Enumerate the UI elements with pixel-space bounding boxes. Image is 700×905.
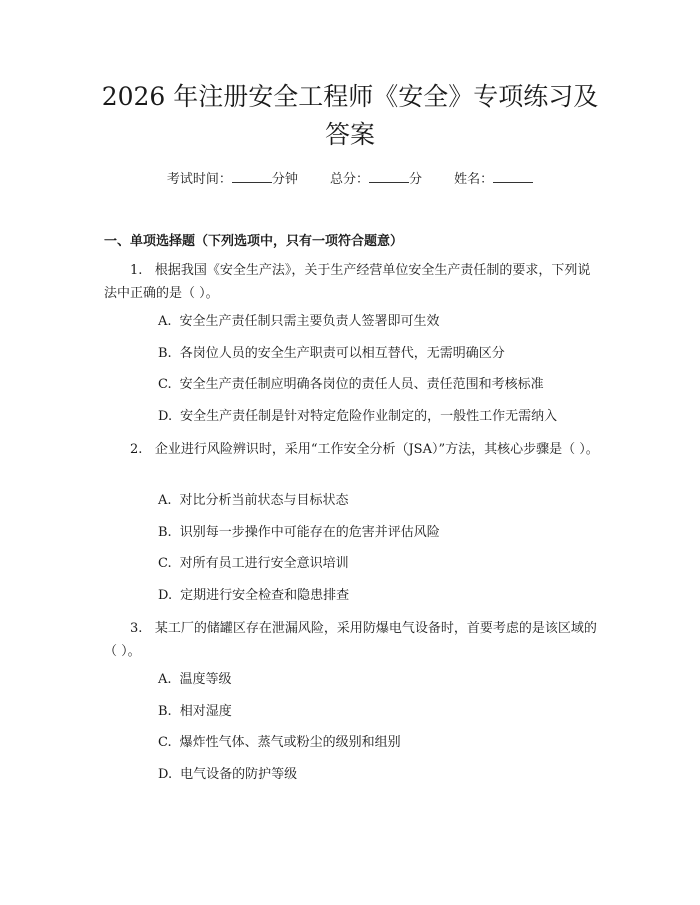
option-letter: B. bbox=[158, 525, 172, 540]
option-text: 定期进行安全检查和隐患排查 bbox=[180, 588, 350, 603]
total-score bbox=[330, 172, 422, 187]
question-1-option-c bbox=[158, 375, 544, 395]
question-1-option-d bbox=[158, 407, 557, 427]
option-letter: A. bbox=[158, 493, 172, 508]
option-letter: C. bbox=[158, 556, 172, 571]
option-letter: A. bbox=[158, 672, 172, 687]
total-score-label: 总分： bbox=[329, 172, 369, 187]
question-text: 某工厂的储罐区存在泄漏风险，采用防爆电气设备时，首要考虑的是该区域的（ ）。 bbox=[104, 621, 597, 659]
total-score-unit: 分 bbox=[409, 172, 423, 187]
option-text: 温度等级 bbox=[179, 672, 232, 687]
question-2-option-a bbox=[158, 491, 349, 511]
option-text: 对比分析当前状态与目标状态 bbox=[179, 493, 349, 508]
page-title: 2026 年注册安全工程师《安全》专项练习及答案 bbox=[101, 82, 599, 149]
question-number: 2. bbox=[130, 442, 143, 457]
option-text: 识别每一步操作中可能存在的危害并评估风险 bbox=[179, 525, 440, 540]
option-letter: D. bbox=[158, 767, 173, 782]
option-letter: B. bbox=[158, 346, 172, 361]
student-name bbox=[454, 172, 533, 187]
question-text: 根据我国《安全生产法》，关于生产经营单位安全生产责任制的要求，下列说法中正确的是（ ）。 bbox=[104, 263, 591, 301]
option-text: 电气设备的防护等级 bbox=[180, 767, 298, 782]
option-letter: C. bbox=[158, 735, 172, 750]
option-letter: C. bbox=[158, 377, 172, 392]
question-2-option-c bbox=[158, 554, 349, 574]
option-text: 爆炸性气体、蒸气或粉尘的级别和组别 bbox=[179, 735, 401, 750]
option-letter: B. bbox=[158, 704, 172, 719]
student-name-blank bbox=[493, 170, 533, 183]
question-3 bbox=[104, 617, 600, 663]
question-1 bbox=[104, 259, 600, 305]
option-text: 相对湿度 bbox=[179, 704, 232, 719]
section-heading: 一、单项选择题（下列选项中，只有一项符合题意） bbox=[104, 234, 404, 249]
question-2 bbox=[104, 438, 600, 461]
student-name-label: 姓名： bbox=[454, 172, 494, 187]
exam-time bbox=[167, 172, 298, 187]
exam-time-blank bbox=[232, 170, 272, 183]
question-number: 1. bbox=[130, 263, 143, 278]
question-3-option-d bbox=[158, 765, 297, 785]
option-text: 安全生产责任制是针对特定危险作业制定的，一般性工作无需纳入 bbox=[180, 409, 558, 424]
question-3-option-b bbox=[158, 702, 232, 722]
option-text: 对所有员工进行安全意识培训 bbox=[179, 556, 349, 571]
question-text: 企业进行风险辨识时，采用“工作安全分析（JSA）”方法，其核心步骤是（ ）。 bbox=[154, 442, 599, 457]
question-1-option-a bbox=[158, 312, 440, 332]
question-3-option-a bbox=[158, 670, 232, 690]
total-score-blank bbox=[369, 170, 409, 183]
question-number: 3. bbox=[130, 621, 143, 636]
question-2-option-d bbox=[158, 586, 349, 606]
exam-time-label: 考试时间： bbox=[166, 172, 232, 187]
option-text: 各岗位人员的安全生产职责可以相互替代，无需明确区分 bbox=[179, 346, 505, 361]
option-letter: D. bbox=[158, 588, 173, 603]
option-text: 安全生产责任制应明确各岗位的责任人员、责任范围和考核标准 bbox=[179, 377, 544, 392]
option-text: 安全生产责任制只需主要负责人签署即可生效 bbox=[179, 314, 440, 329]
question-3-option-c bbox=[158, 733, 401, 753]
question-2-option-b bbox=[158, 523, 440, 543]
exam-info bbox=[0, 168, 700, 187]
question-1-option-b bbox=[158, 344, 505, 364]
option-letter: D. bbox=[158, 409, 173, 424]
option-letter: A. bbox=[158, 314, 172, 329]
exam-time-unit: 分钟 bbox=[271, 172, 298, 187]
